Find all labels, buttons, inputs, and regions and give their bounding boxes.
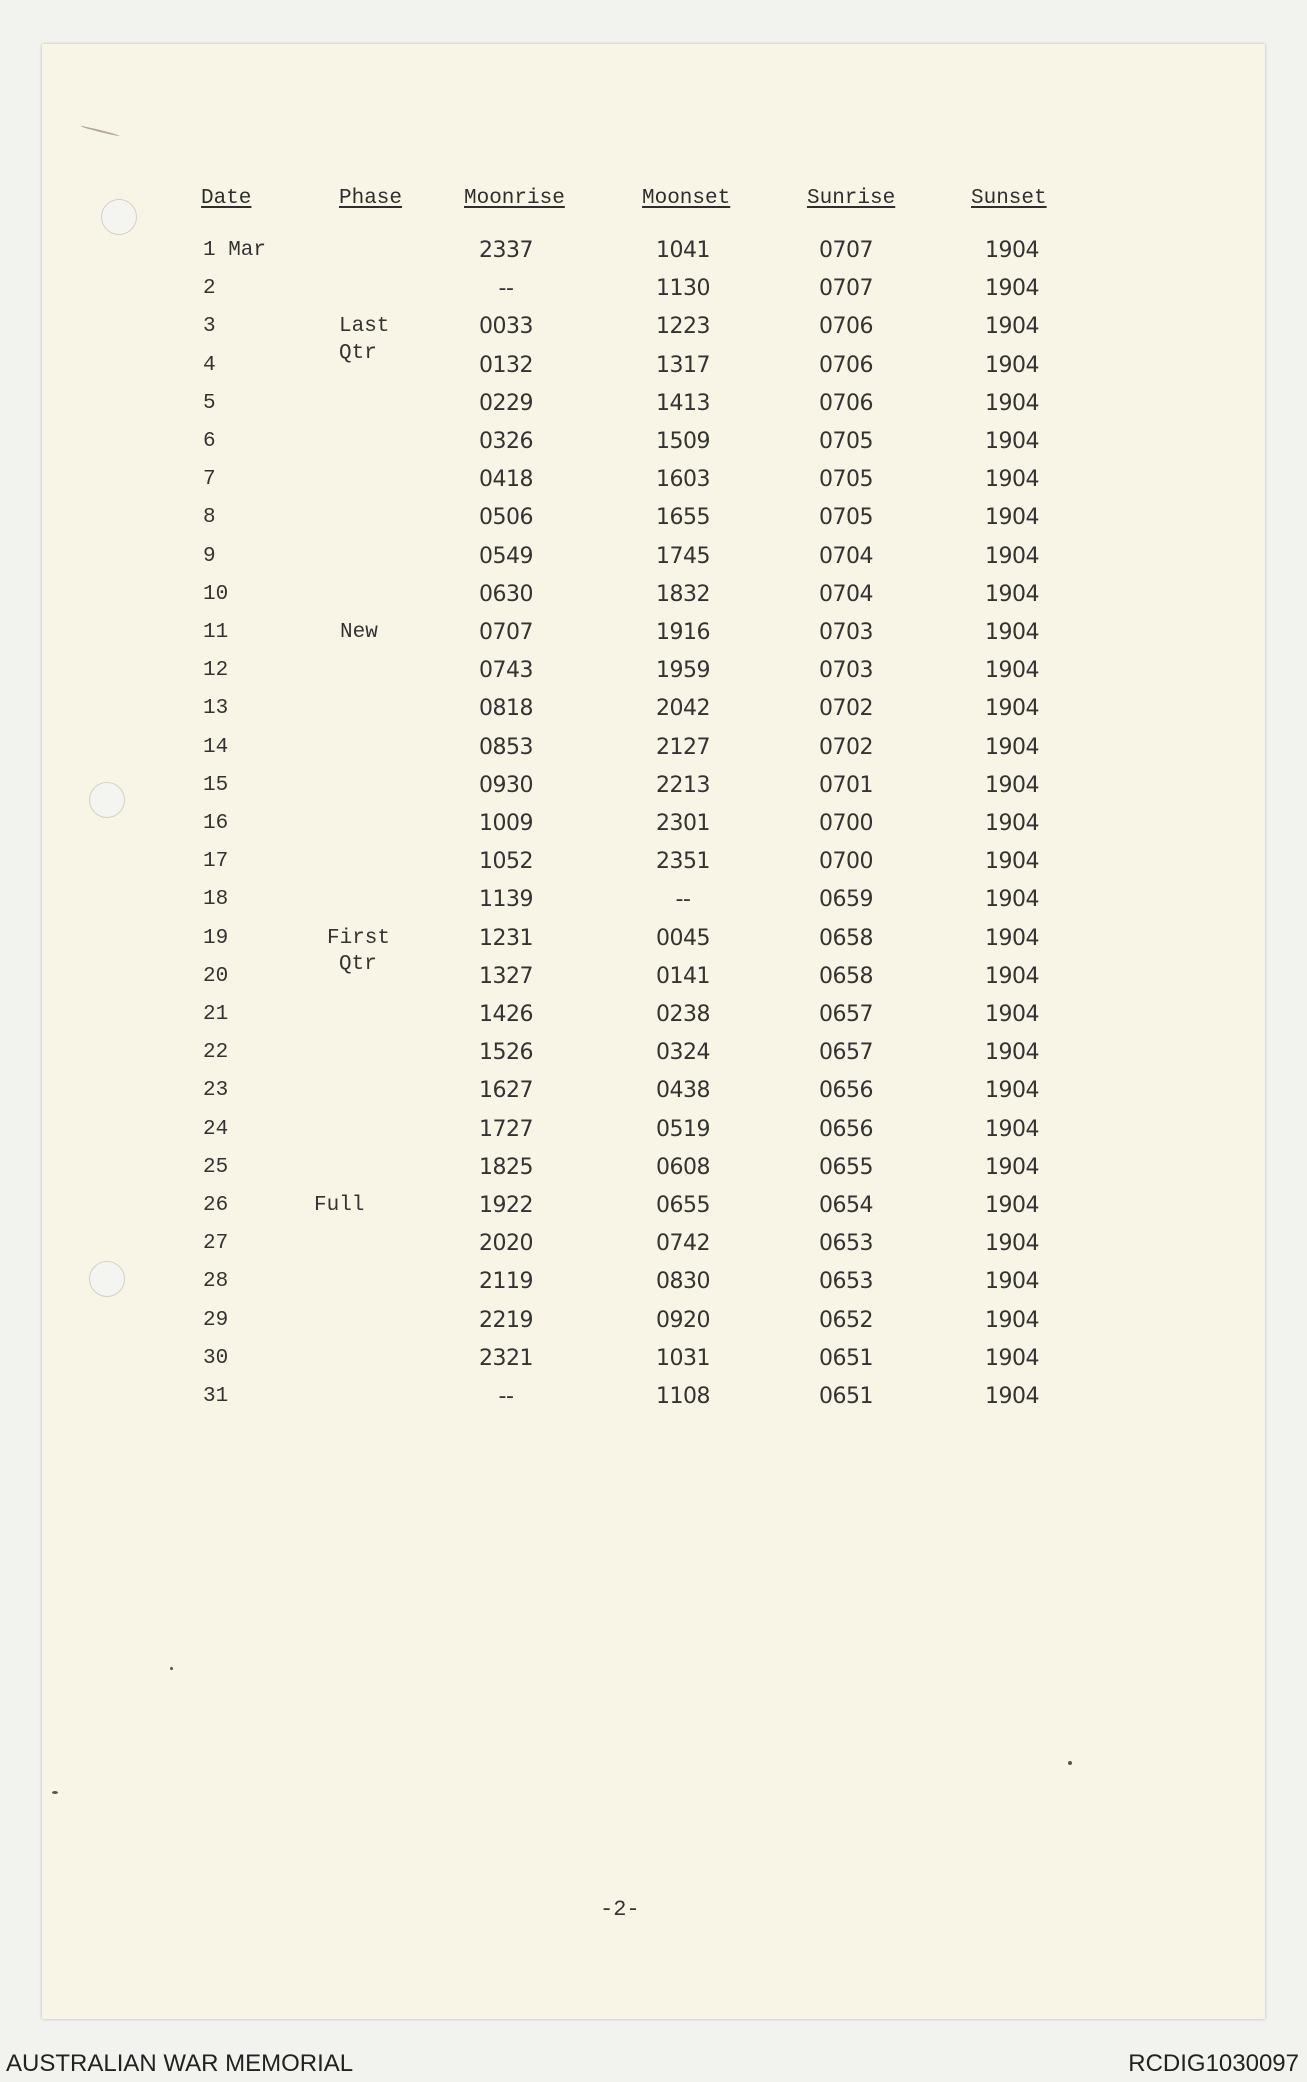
cell-moonset: 1108 xyxy=(656,1384,710,1409)
cell-moonset: 0655 xyxy=(656,1193,710,1218)
cell-moonset: 1223 xyxy=(656,314,710,339)
cell-phase: New xyxy=(340,621,378,644)
cell-sunset: 1904 xyxy=(985,887,1039,912)
header-date: Date xyxy=(201,187,252,210)
punch-hole-bottom xyxy=(89,1261,125,1297)
cell-moonset: 0830 xyxy=(656,1269,710,1294)
cell-moonrise: 2219 xyxy=(479,1308,533,1333)
cell-sunrise: 0705 xyxy=(819,429,873,454)
cell-sunset: 1904 xyxy=(985,1308,1039,1333)
cell-sunrise: 0703 xyxy=(819,658,873,683)
paper-speck xyxy=(1068,1761,1072,1765)
cell-moonset: 1603 xyxy=(656,467,710,492)
cell-moonset: 2127 xyxy=(656,735,710,760)
cell-moonrise: 0033 xyxy=(479,314,533,339)
cell-moonrise: 1139 xyxy=(479,887,533,912)
cell-sunset: 1904 xyxy=(985,582,1039,607)
cell-moonrise: 1327 xyxy=(479,964,533,989)
cell-sunset: 1904 xyxy=(985,1040,1039,1065)
cell-moonrise: 2321 xyxy=(479,1346,533,1371)
cell-date: 6 xyxy=(203,430,216,453)
cell-moonrise: 0818 xyxy=(479,696,533,721)
document-page xyxy=(42,44,1265,2019)
cell-moonrise: 1052 xyxy=(479,849,533,874)
cell-sunrise: 0651 xyxy=(819,1346,873,1371)
cell-moonrise: 0418 xyxy=(479,467,533,492)
cell-sunrise: 0705 xyxy=(819,505,873,530)
cell-moonset: 0519 xyxy=(656,1117,710,1142)
page-number: -2- xyxy=(600,1897,640,1922)
cell-date: 27 xyxy=(203,1232,229,1255)
cell-moonset: 0324 xyxy=(656,1040,710,1065)
cell-moonrise: 1825 xyxy=(479,1155,533,1180)
cell-phase: Last xyxy=(339,315,390,338)
cell-moonrise: 1627 xyxy=(479,1078,533,1103)
cell-moonrise: 2119 xyxy=(479,1269,533,1294)
cell-moonset: 1509 xyxy=(656,429,710,454)
cell-date: 26 xyxy=(203,1194,229,1217)
cell-moonset: -- xyxy=(675,887,691,912)
cell-sunrise: 0655 xyxy=(819,1155,873,1180)
cell-sunset: 1904 xyxy=(985,964,1039,989)
cell-date: 19 xyxy=(203,927,229,950)
cell-sunrise: 0653 xyxy=(819,1269,873,1294)
header-sunrise: Sunrise xyxy=(807,187,896,210)
cell-sunset: 1904 xyxy=(985,620,1039,645)
cell-moonset: 0742 xyxy=(656,1231,710,1256)
cell-date: 23 xyxy=(203,1079,229,1102)
header-moonset: Moonset xyxy=(642,187,731,210)
cell-moonrise: 1009 xyxy=(479,811,533,836)
cell-date: 11 xyxy=(203,621,229,644)
cell-sunset: 1904 xyxy=(985,811,1039,836)
cell-date: 16 xyxy=(203,812,229,835)
cell-moonset: 2042 xyxy=(656,696,710,721)
cell-moonset: 0608 xyxy=(656,1155,710,1180)
cell-date: 17 xyxy=(203,850,229,873)
cell-moonset: 1832 xyxy=(656,582,710,607)
punch-hole-middle xyxy=(89,782,125,818)
cell-date: 20 xyxy=(203,965,229,988)
cell-moonrise: 1727 xyxy=(479,1117,533,1142)
cell-sunrise: 0651 xyxy=(819,1384,873,1409)
cell-moonrise: 2020 xyxy=(479,1231,533,1256)
cell-sunset: 1904 xyxy=(985,505,1039,530)
cell-sunset: 1904 xyxy=(985,391,1039,416)
cell-sunrise: 0704 xyxy=(819,544,873,569)
cell-date: 5 xyxy=(203,392,216,415)
cell-moonset: 0238 xyxy=(656,1002,710,1027)
cell-moonset: 1655 xyxy=(656,505,710,530)
header-moonrise: Moonrise xyxy=(464,187,565,210)
cell-moonset: 1959 xyxy=(656,658,710,683)
cell-moonset: 2301 xyxy=(656,811,710,836)
cell-moonrise: 0506 xyxy=(479,505,533,530)
cell-sunrise: 0701 xyxy=(819,773,873,798)
cell-moonrise: 0853 xyxy=(479,735,533,760)
cell-sunrise: 0652 xyxy=(819,1308,873,1333)
cell-sunrise: 0700 xyxy=(819,849,873,874)
cell-moonrise: 1426 xyxy=(479,1002,533,1027)
cell-date: 7 xyxy=(203,468,216,491)
cell-sunrise: 0656 xyxy=(819,1117,873,1142)
cell-sunset: 1904 xyxy=(985,658,1039,683)
cell-date: 10 xyxy=(203,583,229,606)
cell-sunset: 1904 xyxy=(985,735,1039,760)
cell-date: 28 xyxy=(203,1270,229,1293)
cell-moonrise: 2337 xyxy=(479,238,533,263)
cell-sunset: 1904 xyxy=(985,1193,1039,1218)
cell-moonrise: 0930 xyxy=(479,773,533,798)
cell-moonrise: 1231 xyxy=(479,926,533,951)
cell-date: 3 xyxy=(203,315,216,338)
cell-moonrise: 0707 xyxy=(479,620,533,645)
cell-moonset: 1041 xyxy=(656,238,710,263)
cell-date: 1 Mar xyxy=(203,239,267,262)
cell-moonset: 0920 xyxy=(656,1308,710,1333)
cell-sunset: 1904 xyxy=(985,1078,1039,1103)
footer-source: AUSTRALIAN WAR MEMORIAL xyxy=(6,2050,354,2077)
cell-sunset: 1904 xyxy=(985,314,1039,339)
cell-moonset: 0438 xyxy=(656,1078,710,1103)
footer-reference: RCDIG1030097 xyxy=(1128,2050,1299,2077)
cell-moonrise: 1922 xyxy=(479,1193,533,1218)
cell-sunset: 1904 xyxy=(985,1117,1039,1142)
cell-sunset: 1904 xyxy=(985,544,1039,569)
cell-date: 9 xyxy=(203,545,216,568)
cell-sunset: 1904 xyxy=(985,773,1039,798)
cell-sunset: 1904 xyxy=(985,429,1039,454)
cell-date: 2 xyxy=(203,277,216,300)
cell-sunset: 1904 xyxy=(985,238,1039,263)
cell-date: 13 xyxy=(203,697,229,720)
cell-sunrise: 0705 xyxy=(819,467,873,492)
cell-sunset: 1904 xyxy=(985,467,1039,492)
cell-sunrise: 0658 xyxy=(819,926,873,951)
cell-sunset: 1904 xyxy=(985,1231,1039,1256)
cell-moonset: 1745 xyxy=(656,544,710,569)
cell-sunset: 1904 xyxy=(985,696,1039,721)
cell-sunrise: 0656 xyxy=(819,1078,873,1103)
cell-moonrise: 0549 xyxy=(479,544,533,569)
paper-speck xyxy=(170,1667,173,1670)
cell-date: 22 xyxy=(203,1041,229,1064)
cell-moonrise: 0630 xyxy=(479,582,533,607)
cell-moonrise: 0743 xyxy=(479,658,533,683)
cell-moonset: 0045 xyxy=(656,926,710,951)
cell-sunrise: 0703 xyxy=(819,620,873,645)
cell-sunrise: 0706 xyxy=(819,314,873,339)
cell-sunrise: 0654 xyxy=(819,1193,873,1218)
cell-sunrise: 0653 xyxy=(819,1231,873,1256)
cell-sunrise: 0659 xyxy=(819,887,873,912)
cell-sunset: 1904 xyxy=(985,1346,1039,1371)
paper-speck xyxy=(52,1791,58,1794)
cell-date: 30 xyxy=(203,1347,229,1370)
cell-sunrise: 0707 xyxy=(819,238,873,263)
cell-sunrise: 0702 xyxy=(819,696,873,721)
cell-phase: Qtr xyxy=(339,953,377,976)
cell-date: 4 xyxy=(203,354,216,377)
cell-moonset: 1317 xyxy=(656,353,710,378)
cell-sunset: 1904 xyxy=(985,926,1039,951)
cell-phase: Qtr xyxy=(339,342,377,365)
header-phase: Phase xyxy=(339,187,403,210)
cell-sunset: 1904 xyxy=(985,276,1039,301)
cell-phase: Full xyxy=(314,1194,365,1217)
cell-moonset: 1413 xyxy=(656,391,710,416)
cell-moonrise: 0132 xyxy=(479,353,533,378)
cell-sunset: 1904 xyxy=(985,1269,1039,1294)
cell-moonset: 1916 xyxy=(656,620,710,645)
cell-phase: First xyxy=(327,927,391,950)
cell-sunrise: 0658 xyxy=(819,964,873,989)
cell-sunrise: 0657 xyxy=(819,1002,873,1027)
cell-date: 29 xyxy=(203,1309,229,1332)
cell-date: 24 xyxy=(203,1118,229,1141)
cell-date: 12 xyxy=(203,659,229,682)
cell-sunset: 1904 xyxy=(985,849,1039,874)
cell-sunrise: 0700 xyxy=(819,811,873,836)
cell-moonset: 2351 xyxy=(656,849,710,874)
cell-moonrise: -- xyxy=(498,1384,514,1409)
cell-moonset: 0141 xyxy=(656,964,710,989)
cell-sunrise: 0704 xyxy=(819,582,873,607)
cell-moonset: 1031 xyxy=(656,1346,710,1371)
cell-sunset: 1904 xyxy=(985,1002,1039,1027)
cell-date: 18 xyxy=(203,888,229,911)
punch-hole-top xyxy=(101,199,137,235)
cell-moonrise: -- xyxy=(498,276,514,301)
cell-moonrise: 0229 xyxy=(479,391,533,416)
cell-sunrise: 0706 xyxy=(819,391,873,416)
cell-moonrise: 0326 xyxy=(479,429,533,454)
cell-sunset: 1904 xyxy=(985,353,1039,378)
cell-sunrise: 0702 xyxy=(819,735,873,760)
cell-date: 31 xyxy=(203,1385,229,1408)
cell-date: 15 xyxy=(203,774,229,797)
cell-sunset: 1904 xyxy=(985,1384,1039,1409)
cell-date: 14 xyxy=(203,736,229,759)
cell-sunrise: 0657 xyxy=(819,1040,873,1065)
cell-sunrise: 0707 xyxy=(819,276,873,301)
cell-moonrise: 1526 xyxy=(479,1040,533,1065)
header-sunset: Sunset xyxy=(971,187,1047,210)
cell-sunrise: 0706 xyxy=(819,353,873,378)
cell-date: 25 xyxy=(203,1156,229,1179)
cell-date: 21 xyxy=(203,1003,229,1026)
cell-sunset: 1904 xyxy=(985,1155,1039,1180)
cell-date: 8 xyxy=(203,506,216,529)
cell-moonset: 2213 xyxy=(656,773,710,798)
cell-moonset: 1130 xyxy=(656,276,710,301)
